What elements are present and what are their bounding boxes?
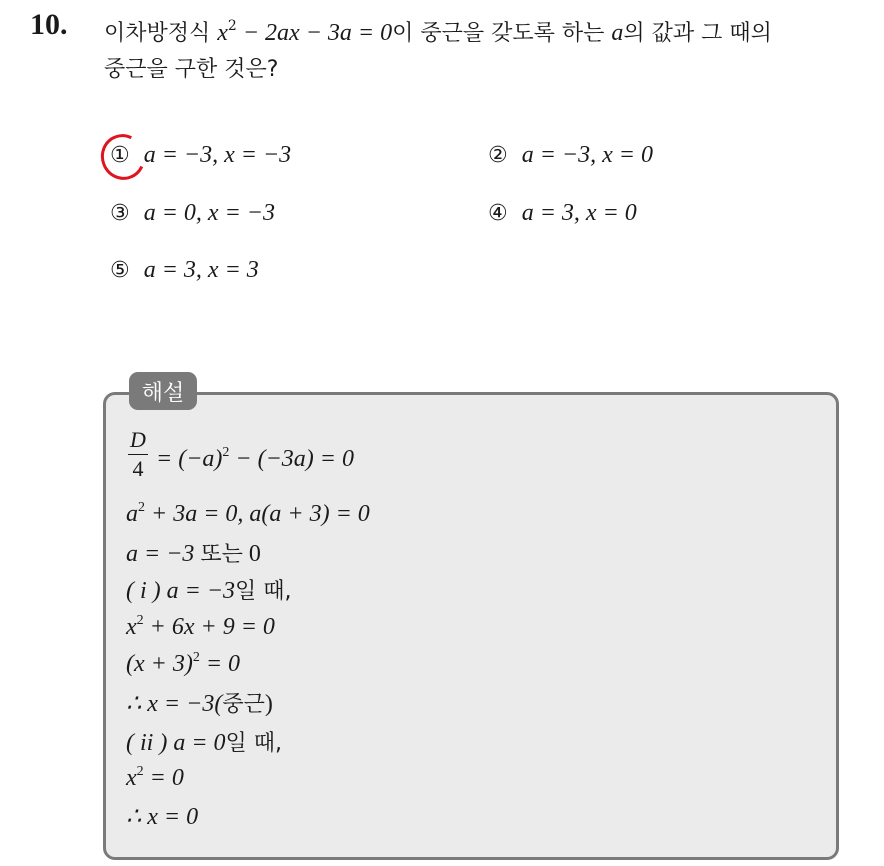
line6-rest: = 0 xyxy=(199,651,241,677)
solution-line-2 xyxy=(126,500,370,528)
solution-line-1 xyxy=(156,445,354,473)
line9-x: x xyxy=(126,765,137,791)
line1-exponent: 2 xyxy=(222,445,230,460)
solution-line-3 xyxy=(126,537,261,568)
line1-end: − (−3a) = 0 xyxy=(229,446,354,472)
question-number: 10. xyxy=(30,8,68,41)
equation-rest: − 2ax − 3a = 0 xyxy=(236,20,393,46)
choice-5-text: a = 3, x = 3 xyxy=(143,257,259,283)
line7-end: ) xyxy=(264,691,273,717)
line3-math: a = −3 xyxy=(126,541,201,567)
fraction-bar xyxy=(128,454,148,455)
solution-line-6 xyxy=(126,650,240,678)
choice-3[interactable] xyxy=(110,200,275,227)
solution-line-7 xyxy=(126,687,273,718)
line6-base: (x + 3) xyxy=(126,651,193,677)
fraction-numerator: D xyxy=(130,427,146,452)
choice-3-text: a = 0, x = −3 xyxy=(143,200,275,226)
choice-4-text: a = 3, x = 0 xyxy=(521,200,637,226)
choice-5-number: ⑤ xyxy=(110,258,130,283)
line5-rest: + 6x + 9 = 0 xyxy=(143,614,275,640)
choice-1-number: ① xyxy=(110,143,130,168)
question-text-line2: 중근을 구한 것은? xyxy=(104,57,279,82)
line4-case: ( i ) a = −3 xyxy=(126,578,236,604)
line8-case: ( ii ) a = 0 xyxy=(126,730,226,756)
question-suffix: 의 값과 그 때의 xyxy=(623,21,772,46)
line1-rest: = (−a) xyxy=(156,446,223,472)
line8-when: 일 때, xyxy=(225,731,283,756)
solution-line-4 xyxy=(126,574,292,605)
solution-tag: 해설 xyxy=(129,372,197,410)
choice-4-number: ④ xyxy=(488,201,508,226)
line7-math: ∴ x = −3( xyxy=(126,691,223,717)
choice-3-number: ③ xyxy=(110,201,130,226)
equation-exponent: 2 xyxy=(227,18,237,34)
line9-exponent: 2 xyxy=(136,764,144,779)
line5-exponent: 2 xyxy=(136,613,144,628)
question-prefix: 이차방정식 xyxy=(104,21,218,46)
line10-text: ∴ x = 0 xyxy=(126,804,199,830)
choice-1[interactable] xyxy=(110,142,291,169)
solution-line-5 xyxy=(126,613,275,641)
solution-line-9 xyxy=(126,764,184,792)
line3-or: 또는 xyxy=(200,542,243,567)
solution-line-8 xyxy=(126,726,282,757)
equation-x: x xyxy=(217,20,228,46)
line7-double-root: 중근 xyxy=(222,692,265,717)
line2-exponent: 2 xyxy=(138,500,145,515)
line2-a: a xyxy=(126,501,138,527)
question-mid: 이 중근을 갖도록 하는 xyxy=(392,21,612,46)
line3-end: 0 xyxy=(242,541,261,567)
line9-rest: = 0 xyxy=(143,765,184,791)
choice-2[interactable] xyxy=(488,142,653,169)
choice-2-number: ② xyxy=(488,143,508,168)
line6-exponent: 2 xyxy=(192,650,200,665)
choice-4[interactable] xyxy=(488,200,637,227)
fraction-d-over-4 xyxy=(128,428,148,481)
question-text-line1 xyxy=(104,16,772,47)
line5-x: x xyxy=(126,614,137,640)
fraction-denominator: 4 xyxy=(132,456,144,481)
variable-a: a xyxy=(611,20,624,46)
choice-2-text: a = −3, x = 0 xyxy=(521,142,653,168)
solution-line-10 xyxy=(126,802,198,831)
choice-5[interactable] xyxy=(110,257,259,284)
line4-when: 일 때, xyxy=(235,579,292,604)
choice-1-text: a = −3, x = −3 xyxy=(143,142,292,168)
line2-rest: + 3a = 0, a(a + 3) = 0 xyxy=(145,501,370,527)
